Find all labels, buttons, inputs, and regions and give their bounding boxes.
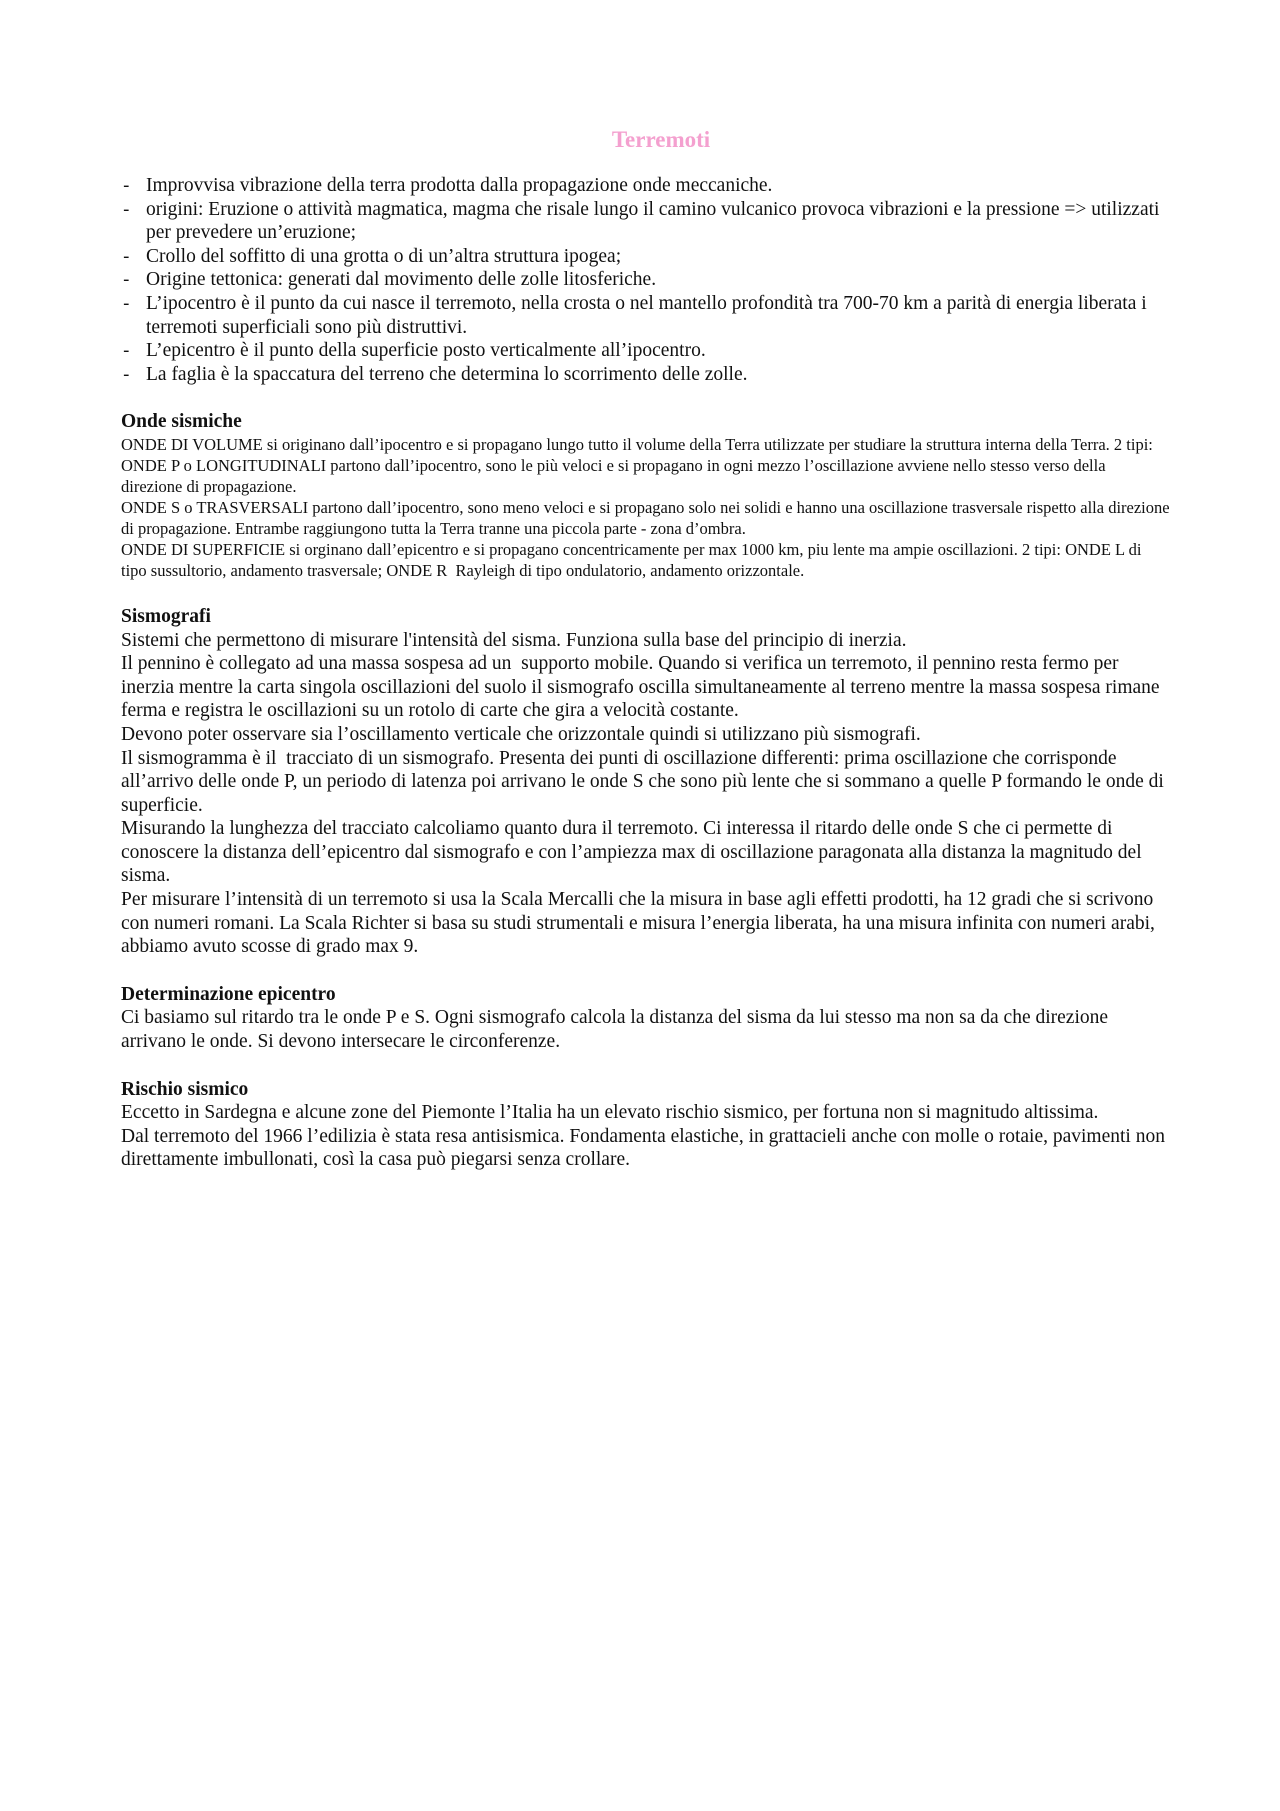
dash-bullet-icon: - bbox=[123, 245, 130, 267]
bullet-item bbox=[121, 363, 1171, 387]
bullet-item bbox=[121, 292, 1171, 339]
document-title: Terremoti bbox=[611, 127, 711, 152]
bullet-text: origini: Eruzione o attività magmatica, magma che risale lungo il camino vulcanico provoca vibrazioni e la pressione => utilizzati per prevedere un’eruzione; bbox=[146, 198, 1160, 244]
paragraph: Per misurare l’intensità di un terremoto si usa la Scala Mercalli che la misura in base agli effetti prodotti, ha 12 gradi che si scrivono con numeri romani. La Scala Richter si basa su studi strumentali e misura l’energia liberata, ha una misura infinita con numeri arabi, abbiamo avuto scosse di grado max 9. bbox=[121, 889, 1160, 958]
document-page bbox=[121, 126, 1174, 1172]
section-determinazione-epicentro bbox=[121, 983, 1171, 1054]
dash-bullet-icon: - bbox=[123, 363, 130, 385]
bullet-item bbox=[121, 268, 1171, 292]
section-heading: Onde sismiche bbox=[121, 411, 242, 433]
paragraph: Devono poter osservare sia l’oscillamento verticale che orizzontale quindi si utilizzano più sismografi. bbox=[121, 723, 921, 745]
paragraph: ONDE S o TRASVERSALI partono dall’ipocentro, sono meno veloci e si propagano solo nei solidi e hanno una oscillazione trasversale rispetto alla direzione di propagazione. Entrambe raggiungono tutta la Terra tranne una piccola parte - zona d’ombra. bbox=[121, 497, 1174, 538]
dash-bullet-icon: - bbox=[123, 292, 130, 314]
section-heading: Sismografi bbox=[121, 605, 211, 627]
paragraph: Ci basiamo sul ritardo tra le onde P e S. Ogni sismografo calcola la distanza del sisma da lui stesso ma non sa da che direzione arrivano le onde. Si devono intersecare le circonferenze. bbox=[121, 1007, 1113, 1053]
bullet-text: Improvvisa vibrazione della terra prodotta dalla propagazione onde meccaniche. bbox=[146, 175, 773, 196]
bullet-item bbox=[121, 339, 1171, 363]
intro-bullet-list bbox=[121, 174, 1171, 386]
dash-bullet-icon: - bbox=[123, 340, 130, 362]
bullet-text: Crollo del soffitto di una grotta o di un’altra struttura ipogea; bbox=[146, 245, 622, 267]
section-rischio-sismico bbox=[121, 1078, 1171, 1172]
paragraph: ONDE DI VOLUME si originano dall’ipocentro e si propagano lungo tutto il volume della Terra utilizzate per studiare la struttura interna della Terra. 2 tipi: ONDE P o LONGITUDINALI partono dall’ipocentro, sono le più veloci e si propagano in ogni mezzo l’oscillazione avviene nello stesso verso della direzione di propagazione. bbox=[121, 434, 1157, 496]
dash-bullet-icon: - bbox=[123, 198, 130, 220]
paragraph: Misurando la lunghezza del tracciato calcoliamo quanto dura il terremoto. Ci interessa il ritardo delle onde S che ci permette di conoscere la distanza dell’epicentro dal sismografo e con l’ampiezza max di oscillazione paragonata alla distanza la magnitudo del sisma. bbox=[121, 818, 1147, 887]
section-heading: Determinazione epicentro bbox=[121, 983, 336, 1005]
paragraph: Il sismogramma è il tracciato di un sismografo. Presenta dei punti di oscillazione differenti: prima oscillazione che corrisponde all’arrivo delle onde P, un periodo di latenza poi arrivano le onde S che sono più lente che si sommano a quelle P formando le onde di superficie. bbox=[121, 747, 1169, 816]
dash-bullet-icon: - bbox=[123, 269, 130, 291]
bullet-item bbox=[121, 245, 1171, 269]
section-sismografi bbox=[121, 605, 1171, 959]
bullet-text: L’epicentro è il punto della superficie posto verticalmente all’ipocentro. bbox=[146, 340, 706, 362]
paragraph: Eccetto in Sardegna e alcune zone del Piemonte l’Italia ha un elevato rischio sismico, per fortuna non si magnitudo altissima. bbox=[121, 1102, 1099, 1124]
paragraph: Il pennino è collegato ad una massa sospesa ad un supporto mobile. Quando si verifica un terremoto, il pennino resta fermo per inerzia mentre la carta singola oscillazioni del suolo il sismografo oscilla simultaneamente al terreno mentre la massa sospesa rimane ferma e registra le oscillazioni su un rotolo di carte che gira a velocità costante. bbox=[121, 653, 1165, 722]
bullet-text: Origine tettonica: generati dal movimento delle zolle litosferiche. bbox=[146, 269, 657, 291]
bullet-item bbox=[121, 174, 1171, 198]
section-heading: Rischio sismico bbox=[121, 1078, 249, 1100]
bullet-text: La faglia è la spaccatura del terreno che determina lo scorrimento delle zolle. bbox=[146, 363, 748, 385]
paragraph: Sistemi che permettono di misurare l'intensità del sisma. Funziona sulla base del principio di inerzia. bbox=[121, 629, 907, 651]
bullet-text: L’ipocentro è il punto da cui nasce il terremoto, nella crosta o nel mantello profondità tra 700-70 km a parità di energia liberata i terremoti superficiali sono più distruttivi. bbox=[146, 292, 1147, 338]
section-onde-sismiche bbox=[121, 410, 1174, 581]
dash-bullet-icon: - bbox=[123, 175, 130, 196]
paragraph: Dal terremoto del 1966 l’edilizia è stata resa antisismica. Fondamenta elastiche, in grattacieli anche con molle o rotaie, pavimenti non direttamente imbullonati, così la casa può piegarsi senza crollare. bbox=[121, 1125, 1170, 1171]
paragraph: ONDE DI SUPERFICIE si orginano dall’epicentro e si propagano concentricamente per max 1000 km, piu lente ma ampie oscillazioni. 2 tipi: ONDE L di tipo sussultorio, andamento trasversale; ONDE R Rayleigh di tipo ondulatorio, andamento orizzontale. bbox=[121, 539, 1146, 580]
bullet-item bbox=[121, 198, 1171, 245]
